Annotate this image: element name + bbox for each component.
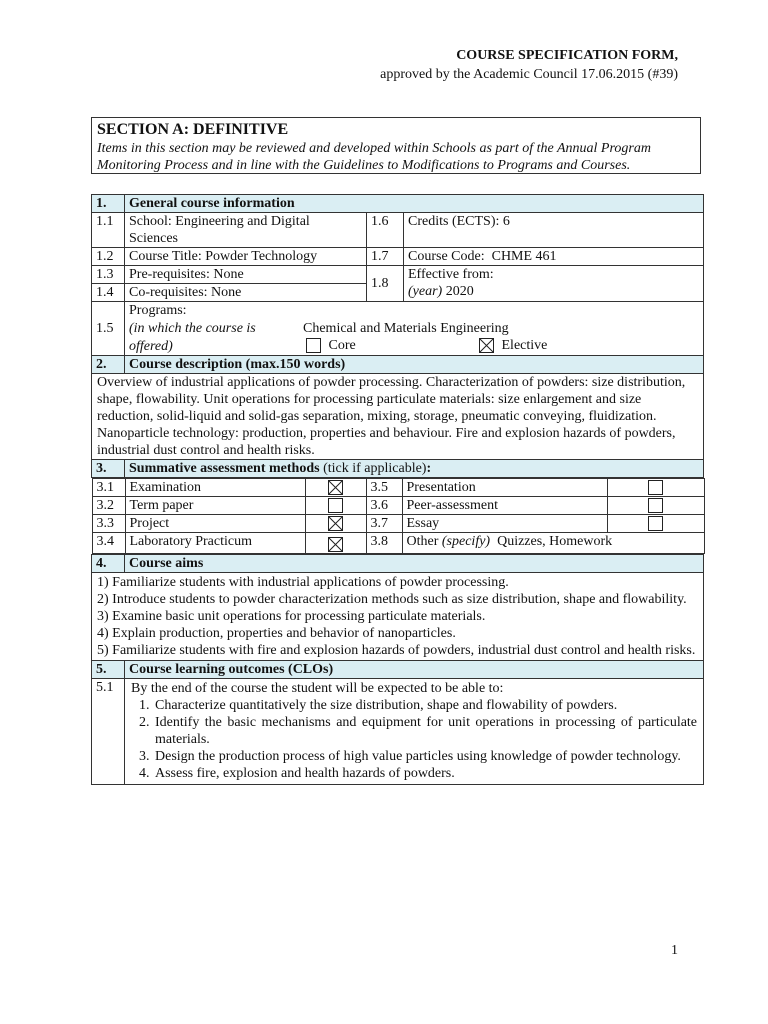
row-number: 1.6 — [367, 213, 404, 248]
row-number: 3.6 — [366, 497, 402, 515]
row-number: 1.2 — [92, 248, 125, 266]
list-item: 4) Explain production, properties and behavior of nanoparticles. — [97, 626, 456, 641]
row-number: 3.3 — [92, 515, 125, 533]
course-aims — [92, 573, 704, 661]
assessment-label: Examination — [125, 479, 305, 497]
section-3-number: 3. — [92, 460, 125, 478]
core-checkbox[interactable] — [306, 338, 321, 353]
section-3-note: (tick if applicable) — [323, 461, 427, 476]
programs-label: Programs: — [129, 303, 187, 318]
assessment-grid — [92, 478, 705, 554]
list-item: 1. Characterize quantitatively the size distribution, shape and flowability of powders. — [153, 697, 697, 714]
section-4-number: 4. — [92, 555, 125, 573]
assessment-tick-cell — [607, 515, 704, 533]
year-label: (year) — [408, 284, 443, 299]
row-number: 3.5 — [366, 479, 402, 497]
assessment-label: Project — [125, 515, 305, 533]
assessment-grid-row — [92, 478, 704, 555]
row-number: 1.5 — [92, 302, 125, 356]
effective-year-line — [408, 283, 699, 300]
prerequisites-field: Pre-requisites: None — [125, 266, 367, 284]
elective-label: Elective — [501, 338, 548, 353]
core-label: Core — [328, 338, 356, 353]
row-number: 1.4 — [92, 284, 125, 302]
effective-year: 2020 — [445, 284, 474, 299]
assessment-tick-cell — [305, 533, 366, 554]
programs-row — [92, 302, 704, 356]
section-5-number: 5. — [92, 661, 125, 679]
table-row — [92, 266, 704, 284]
credits-field: Credits (ECTS): 6 — [404, 213, 704, 248]
assessment-tick-cell — [305, 479, 366, 497]
row-number: 1.7 — [367, 248, 404, 266]
section-3-header — [92, 460, 704, 478]
row-number: 1.8 — [367, 266, 404, 302]
section-2-title: Course description (max.150 words) — [125, 356, 704, 374]
table-row — [92, 573, 704, 661]
section-a-box — [91, 117, 701, 174]
program-name: Chemical and Materials Engineering — [303, 321, 509, 336]
elective-option[interactable] — [479, 337, 547, 354]
section-3-title: Summative assessment methods — [129, 461, 320, 476]
assessment-label: Peer-assessment — [402, 497, 607, 515]
assessment-tick-cell — [607, 497, 704, 515]
checked-x-icon — [480, 339, 493, 352]
specify-note: (specify) — [441, 534, 491, 549]
course-description: Overview of industrial applications of powder processing. Characterization of powders: size distribution, shape, flowability. Unit operations for processing particulate materials: size enlargement and size reduction, solid-liquid and solid-gas separation, mixing, storage, pneumatic conveying, fluidization. Nanoparticle technology: production, properties and behaviour. Fire and explosion hazards of powders, industrial dust control and health risks. — [92, 374, 704, 460]
list-item: 1) Familiarize students with industrial applications of powder processing. — [97, 575, 509, 590]
elective-checkbox[interactable] — [479, 338, 494, 353]
section-a-heading: SECTION A: DEFINITIVE — [97, 121, 289, 138]
section-1-number: 1. — [92, 195, 125, 213]
term-paper-checkbox[interactable] — [328, 498, 343, 513]
course-spec-table — [91, 194, 704, 785]
corequisites-field: Co-requisites: None — [125, 284, 367, 302]
list-item: 2. Identify the basic mechanisms and equipment for unit operations in processing of particulate materials. — [153, 714, 697, 748]
programs-note: (in which the course is offered) — [129, 321, 256, 354]
checked-x-icon — [329, 517, 342, 530]
checked-x-icon — [329, 481, 342, 494]
programs-label-block — [129, 302, 259, 356]
section-4-header — [92, 555, 704, 573]
assessment-tick-cell — [305, 497, 366, 515]
row-number: 1.1 — [92, 213, 125, 248]
section-2-header — [92, 356, 704, 374]
lab-practicum-checkbox[interactable] — [328, 537, 343, 552]
school-field: School: Engineering and Digital Sciences — [125, 213, 367, 248]
row-number: 3.4 — [92, 533, 125, 554]
table-row — [92, 515, 704, 533]
section-a-note: Items in this section may be reviewed and developed within Schools as part of the Annual Program Monitoring Process and in line with the Guidelines to Modifications to Programs and Courses. — [97, 141, 651, 173]
table-row — [92, 497, 704, 515]
list-item: 3. Design the production process of high value particles using knowledge of powder technology. — [153, 748, 697, 765]
other-assessment-cell — [402, 533, 704, 554]
effective-from-label: Effective from: — [408, 267, 494, 282]
row-number: 3.8 — [366, 533, 402, 554]
list-item: 4. Assess fire, explosion and health hazards of powders. — [153, 765, 697, 782]
table-row — [92, 213, 704, 248]
form-approval-note: approved by the Academic Council 17.06.2015 (#39) — [380, 67, 678, 82]
list-item: 5) Familiarize students with fire and explosion hazards of powders, industrial dust control and health risks. — [97, 643, 696, 658]
table-row — [92, 679, 704, 785]
course-title-field: Course Title: Powder Technology — [125, 248, 367, 266]
clo-cell — [125, 679, 704, 785]
assessment-label: Presentation — [402, 479, 607, 497]
essay-checkbox[interactable] — [648, 516, 663, 531]
clo-list — [131, 697, 697, 782]
section-4-title: Course aims — [125, 555, 704, 573]
row-number: 3.1 — [92, 479, 125, 497]
table-row — [92, 479, 704, 497]
other-value: Quizzes, Homework — [497, 534, 613, 549]
peer-assessment-checkbox[interactable] — [648, 498, 663, 513]
examination-checkbox[interactable] — [328, 480, 343, 495]
form-title: COURSE SPECIFICATION FORM, — [456, 48, 678, 63]
table-row — [92, 533, 704, 554]
section-1-title: General course information — [125, 195, 704, 213]
core-option[interactable] — [306, 337, 356, 354]
section-5-header — [92, 661, 704, 679]
section-5-title: Course learning outcomes (CLOs) — [125, 661, 704, 679]
assessment-label: Laboratory Practicum — [125, 533, 305, 554]
table-row — [92, 374, 704, 460]
assessment-tick-cell — [305, 515, 366, 533]
section-3-title-cell — [125, 460, 704, 478]
assessment-label: Term paper — [125, 497, 305, 515]
row-number: 3.2 — [92, 497, 125, 515]
clo-intro: By the end of the course the student will be expected to be able to: — [131, 681, 504, 696]
assessment-tick-cell — [607, 479, 704, 497]
row-number: 5.1 — [92, 679, 125, 785]
programs-cell — [125, 302, 704, 356]
list-item: 2) Introduce students to powder characterization methods such as size distribution, shape and flowability. — [97, 592, 687, 607]
row-number: 1.3 — [92, 266, 125, 284]
section-2-number: 2. — [92, 356, 125, 374]
list-item: 3) Examine basic unit operations for processing particulate materials. — [97, 609, 486, 624]
table-row — [92, 248, 704, 266]
course-code-field: Course Code: CHME 461 — [404, 248, 704, 266]
project-checkbox[interactable] — [328, 516, 343, 531]
page-number: 1 — [671, 943, 678, 958]
form-header — [380, 46, 678, 84]
section-1-header — [92, 195, 704, 213]
row-number: 3.7 — [366, 515, 402, 533]
presentation-checkbox[interactable] — [648, 480, 663, 495]
checked-x-icon — [329, 538, 342, 551]
effective-from-field — [404, 266, 704, 302]
assessment-label: Essay — [402, 515, 607, 533]
other-label: Other — [406, 534, 439, 549]
section-3-colon: : — [426, 461, 432, 476]
